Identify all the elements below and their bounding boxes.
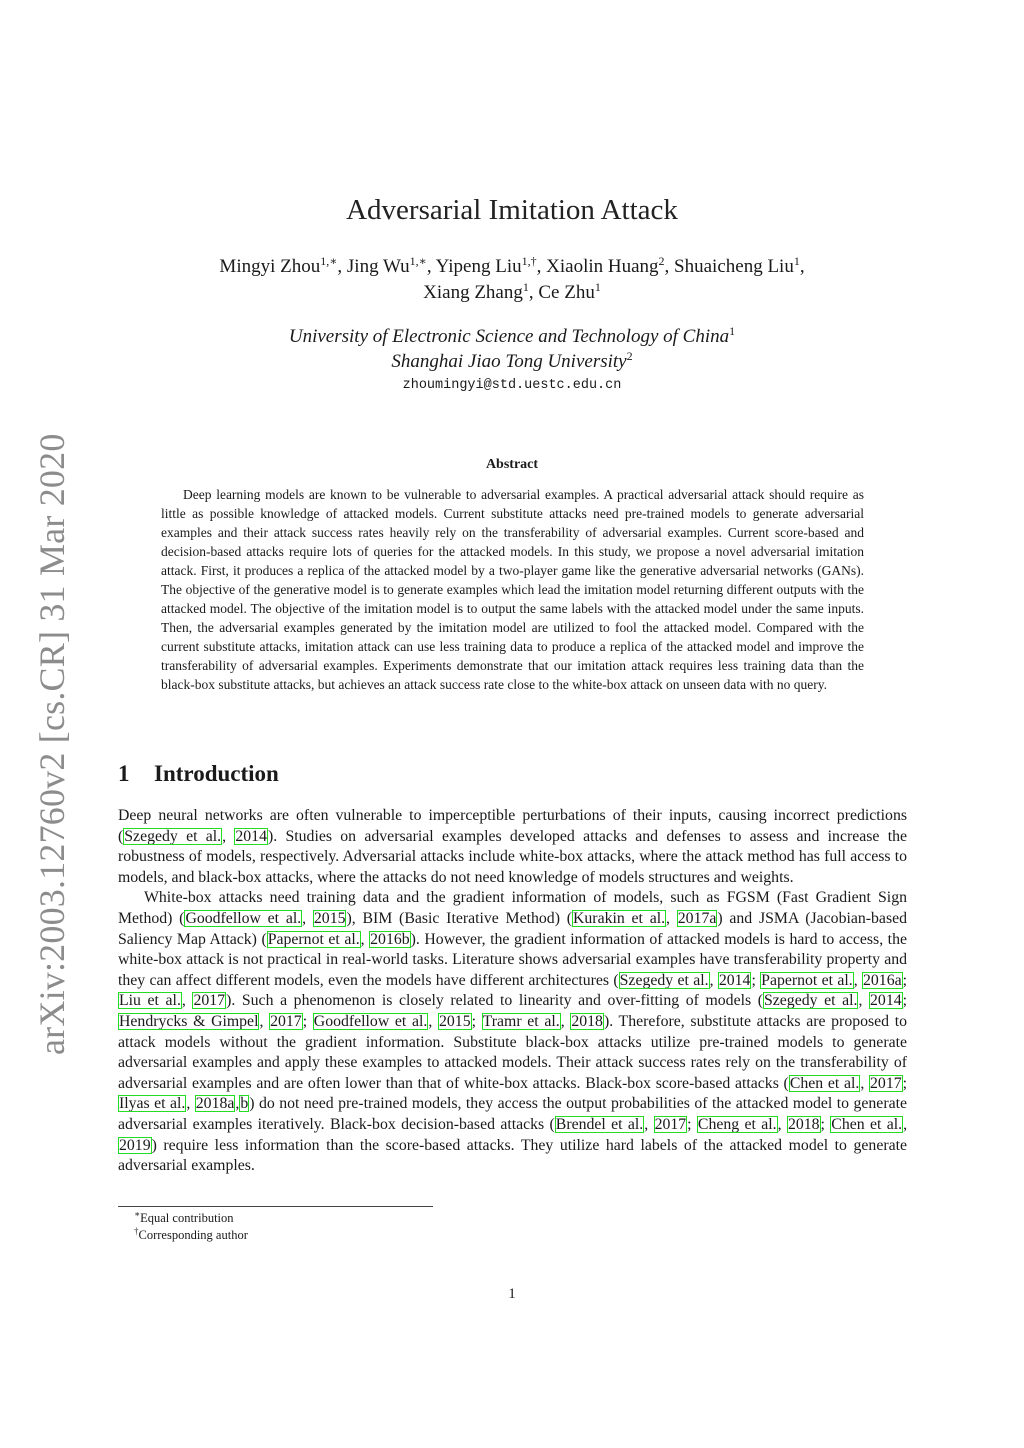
text-run: ; xyxy=(902,992,908,1010)
citation-link[interactable]: 2017a xyxy=(677,909,717,927)
author-name: Jing Wu xyxy=(346,256,410,277)
author-affiliation-mark: 2 xyxy=(658,254,665,268)
affiliation-mark: 2 xyxy=(626,349,633,363)
text-run: ) require less information than the score-based attacks. They utilize hard labels of the attacked model to generate adversarial examples. xyxy=(118,1136,907,1175)
citation-link[interactable]: Hendrycks & Gimpel xyxy=(119,1012,259,1030)
text-run: , xyxy=(666,909,677,927)
citation-link[interactable]: Ilyas et al. xyxy=(119,1095,186,1113)
citation-link[interactable]: Papernot et al. xyxy=(761,971,853,989)
author xyxy=(674,256,805,277)
citation-link[interactable]: 2015 xyxy=(439,1012,471,1030)
text-run: , xyxy=(860,1074,870,1092)
citation-link[interactable]: 2017 xyxy=(193,992,226,1010)
footnote-mark: ∗ xyxy=(134,1209,141,1219)
citation-link[interactable]: 2018a xyxy=(195,1095,235,1113)
citation-link[interactable]: Chen et al. xyxy=(831,1115,903,1133)
citation-link[interactable]: Chen et al. xyxy=(789,1074,860,1092)
text-run: ), BIM (Basic Iterative Method) ( xyxy=(346,909,572,927)
author-separator: , xyxy=(536,256,547,277)
author-affiliation-mark: 1 xyxy=(522,280,529,294)
text-run: ) and JSMA (Jacobian-based Saliency Map Attack) ( xyxy=(118,909,907,948)
text-run: White-box attacks need training data and the gradient information of models, such as FGSM (Fast Gradient Sign Method) ( xyxy=(118,889,907,927)
author xyxy=(538,282,600,303)
text-run: , xyxy=(222,827,235,845)
citation-link[interactable]: Brendel et al. xyxy=(555,1115,644,1133)
citation-link[interactable]: 2016a xyxy=(863,971,902,989)
footnotes xyxy=(134,1210,248,1244)
text-run: , xyxy=(186,1095,195,1113)
author xyxy=(546,256,674,277)
citation-link[interactable]: Szegedy et al. xyxy=(619,971,709,989)
paper-title: Adversarial Imitation Attack xyxy=(346,194,678,226)
arxiv-identifier-stamp: arXiv:2003.12760v2 [cs.CR] 31 Mar 2020 xyxy=(32,433,72,1055)
text-run: ; xyxy=(751,971,761,989)
text-run: , xyxy=(560,1012,571,1030)
citation-link[interactable]: Papernot et al. xyxy=(267,930,360,948)
abstract-body: Deep learning models are known to be vulnerable to adversarial examples. A practical adversarial attack should require as little as possible knowledge of attacked models. Current substitute attacks need pre-trained models to generate adversarial examples and their attack success rates heavily rely on the transferability of adversarial examples. Current score-based and decision-based attacks require lots of queries for the attacked models. In this study, we propose a novel adversarial imitation attack. First, it produces a replica of the attacked model by a two-player game like the generative adversarial networks (GANs). The objective of the generative model is to generate examples which lead the imitation model returning different outputs with the attacked model. The objective of the imitation model is to output the same labels with the attacked model under the same inputs. Then, the adversarial examples generated by the imitation model are utilized to fool the attacked model. Compared with the current substitute attacks, imitation attack can use less training data to produce a replica of the attacked model and improve the transferability of adversarial examples. Experiments demonstrate that our imitation attack requires less training data than the black-box substitute attacks, but achieves an attack success rate close to the white-box attack on unseen data with no query. xyxy=(161,487,864,692)
paragraph xyxy=(118,888,907,1176)
text-run: Deep neural networks are often vulnerable to imperceptible perturbations of their inputs, causing incorrect predictions ( xyxy=(118,807,907,845)
citation-link[interactable]: 2017 xyxy=(870,1074,902,1092)
citation-link[interactable]: 2014 xyxy=(870,992,902,1010)
affiliation xyxy=(112,349,912,374)
page-number: 1 xyxy=(508,1286,516,1302)
text-run: , xyxy=(644,1115,654,1133)
text-run: , xyxy=(360,930,370,948)
text-run: ). Such a phenomenon is closely related to linearity and over-fitting of models ( xyxy=(226,992,763,1010)
footnote-text: Equal contribution xyxy=(140,1211,234,1225)
citation-link[interactable]: 2018 xyxy=(787,1115,820,1133)
text-run: ) do not need pre-trained models, they access the output probabilities of the attacked model to generate adversarial examples iteratively. Black-box decision-based attacks ( xyxy=(118,1095,907,1133)
author xyxy=(436,256,547,277)
text-run: , xyxy=(302,909,313,927)
text-run: , xyxy=(259,1012,270,1030)
citation-link[interactable]: 2018 xyxy=(571,1012,603,1030)
text-run: , xyxy=(709,971,718,989)
text-run: , xyxy=(181,992,193,1010)
author xyxy=(347,256,436,277)
citation-link[interactable]: Cheng et al. xyxy=(697,1115,777,1133)
section-number: 1 xyxy=(118,761,130,786)
section-heading xyxy=(118,761,279,787)
text-run: ; xyxy=(471,1012,482,1030)
author-list xyxy=(112,254,912,306)
citation-link[interactable]: 2016b xyxy=(370,930,410,948)
citation-link[interactable]: 2017 xyxy=(270,1012,302,1030)
citation-link[interactable]: 2015 xyxy=(313,909,346,927)
author-name: Xiaolin Huang xyxy=(546,256,659,277)
contact-email: zhoumingyi@std.uestc.edu.cn xyxy=(402,378,622,393)
footnote xyxy=(134,1210,248,1227)
citation-link[interactable]: 2017 xyxy=(654,1115,687,1133)
citation-link[interactable]: Goodfellow et al. xyxy=(313,1012,428,1030)
text-run: ; xyxy=(902,1074,907,1092)
citation-link[interactable]: Kurakin et al. xyxy=(573,909,666,927)
text-run: ; xyxy=(687,1115,697,1133)
text-run: , xyxy=(235,1095,240,1113)
author-affiliation-mark: 1,∗ xyxy=(409,254,427,268)
author-affiliation-mark: 1 xyxy=(594,280,601,294)
text-run: ). Studies on adversarial examples developed attacks and defenses to assess and increase the robustness of models, respectively. Adversarial attacks include white-box attacks, where the attack method has full access to models, and black-box attacks, where the attacks do not need knowledge of models structures and weights. xyxy=(118,827,907,886)
affiliation-list xyxy=(112,324,912,374)
affiliation-mark: 1 xyxy=(729,324,736,338)
footnote-text: Corresponding author xyxy=(138,1228,248,1242)
author-name: Mingyi Zhou xyxy=(219,256,321,277)
citation-link[interactable]: Liu et al. xyxy=(119,992,181,1010)
citation-link[interactable]: 2014 xyxy=(718,971,751,989)
footnote xyxy=(134,1227,248,1244)
text-run: , xyxy=(428,1012,438,1030)
citation-link[interactable]: Szegedy et al. xyxy=(124,827,222,845)
affiliation-name: Shanghai Jiao Tong University xyxy=(391,351,627,372)
author-name: Shuaicheng Liu xyxy=(674,256,794,277)
affiliation-name: University of Electronic Science and Technology of China xyxy=(288,326,730,347)
affiliation xyxy=(112,324,912,349)
author-separator: , xyxy=(528,282,539,303)
citation-link[interactable]: 2019 xyxy=(119,1136,151,1154)
text-run: , xyxy=(858,992,870,1010)
author-separator: , xyxy=(664,256,675,277)
citation-link[interactable]: Szegedy et al. xyxy=(763,992,858,1010)
author-name: Yipeng Liu xyxy=(435,256,522,277)
author-name: Ce Zhu xyxy=(538,282,595,303)
author-separator: , xyxy=(799,256,805,277)
section-title-text: Introduction xyxy=(154,761,279,786)
author-affiliation-mark: 1 xyxy=(793,254,800,268)
author xyxy=(423,282,538,303)
author-name: Xiang Zhang xyxy=(423,282,523,303)
author-separator: , xyxy=(337,256,347,277)
citation-link[interactable]: Tramr et al. xyxy=(482,1012,560,1030)
introduction-body xyxy=(118,806,907,1177)
text-run: , xyxy=(903,1115,908,1133)
text-run: , xyxy=(853,971,862,989)
text-run: ; xyxy=(902,971,907,989)
abstract-heading: Abstract xyxy=(485,457,539,472)
footnote-mark: † xyxy=(134,1226,139,1236)
author-affiliation-mark: 1,∗ xyxy=(320,254,338,268)
paragraph xyxy=(118,806,907,888)
footnote-rule xyxy=(118,1206,433,1207)
citation-link[interactable]: 2014 xyxy=(235,827,267,845)
author-affiliation-mark: 1,† xyxy=(521,254,537,268)
text-run: ). However, the gradient information of attacked models is hard to access, the white-box attack is not practical in real-world tasks. Literature shows adversarial examples have transferability property and they can affect different models, even the models have different architectures ( xyxy=(118,930,907,989)
author xyxy=(219,256,346,277)
citation-link[interactable]: Goodfellow et al. xyxy=(185,909,302,927)
text-run: ). Therefore, substitute attacks are proposed to attack models without the gradient information. Substitute black-box attacks utilize pre-trained models to generate adversarial examples and apply these examples to attacked models. Their attack success rates rely on the transferability of adversarial examples and are often lower than that of white-box attacks. Black-box score-based attacks ( xyxy=(118,1012,908,1092)
author-separator: , xyxy=(426,256,436,277)
text-run: ; xyxy=(302,1012,313,1030)
text-run: , xyxy=(777,1115,787,1133)
citation-link[interactable]: b xyxy=(240,1095,249,1113)
text-run: ; xyxy=(820,1115,831,1133)
